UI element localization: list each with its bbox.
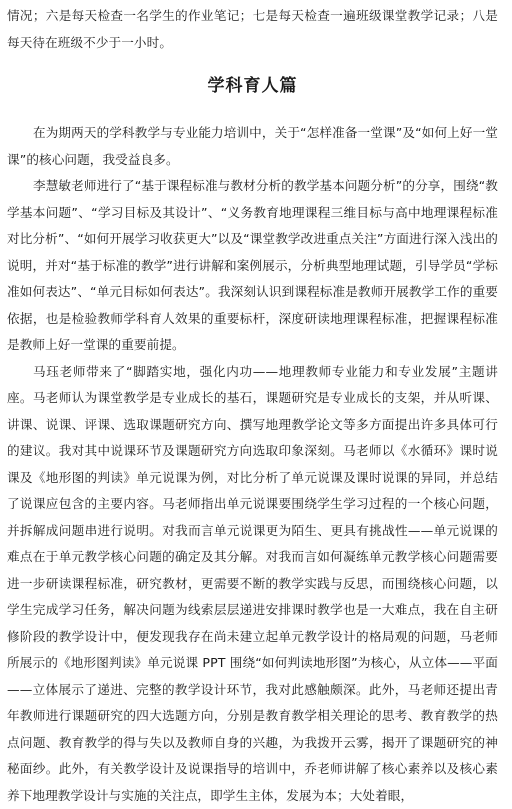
section-title: 学科育人篇 xyxy=(7,72,498,100)
body-paragraph-2: 李慧敏老师进行了“基于课程标准与教材分析的教学基本问题分析”的分享，围绕“教学基本问题”、“学习目标及其设计”、“义务教育地理课程三维目标与高中地理课程标准对比分析”、“如何开展学习收获更大”以及“课堂教学改进重点关注”方面进行深入浅出的说明，并对“基于标准的教学”进行讲解和案例展示，分析典型地理试题，引导学员“学标准如何表达”、“单元目标如何表达”。我深刻认识到课程标准是教师开展教学工作的重要依据，也是检验教师学科育人效果的重要标杆，深度研读地理课程标准，把握课程标准是教师上好一堂课的重要前提。 xyxy=(7,173,498,359)
intro-tail-paragraph: 情况；六是每天检查一名学生的作业笔记；七是每天检查一遍班级课堂教学记录；八是每天待在班级不少于一小时。 xyxy=(7,3,498,56)
body-paragraph-3: 马珏老师带来了“脚踏实地，强化内功——地理教师专业能力和专业发展”主题讲座。马老师认为课堂教学是专业成长的基石，课题研究是专业成长的支架，并从听课、讲课、说课、评课、选取课题研究方向、撰写地理教学论文等多方面提出许多具体可行的建议。我对其中说课环节及课题研究方向选取印象深刻。马老师以《水循环》课时说课及《地形图的判读》单元说课为例，对比分析了单元说课及课时说课的异同，并总结了说课应包含的主要内容。马老师指出单元说课要围绕学生学习过程的一个核心问题，并拆解成问题串进行说明。对我而言单元说课更为陌生、更具有挑战性——单元说课的难点在于单元教学核心问题的确定及其分解。对我而言如何凝练单元教学核心问题需要进一步研读课程标准，研究教材，更需要不断的教学实践与反思，而围绕核心问题，以学生完成学习任务，解决问题为线索层层递进安排课时教学也是一大难点，我在自主研修阶段的教学设计中，便发现我存在尚未建立起单元教学设计的格局观的问题，马老师所展示的《地形图判读》单元说课 PPT 围绕“如何判读地形图”为核心，从立体——平面——立体展示了递进、完整的教学设计环节，我对此感触颇深。此外，马老师还提出青年教师进行课题研究的四大选题方向，分别是教育教学相关理论的思考、教育教学的热点问题、教育教学的得与失以及教师自身的兴趣，为我拨开云雾，揭开了课题研究的神秘面纱。此外，有关教学设计及说课指导的培训中，乔老师讲解了核心素养以及核心素养下地理教学设计与实施的关注点，即学生主体，发展为本；大处着眼， xyxy=(7,359,498,809)
body-paragraph-1: 在为期两天的学科教学与专业能力培训中，关于“怎样准备一堂课”及“如何上好一堂课”的核心问题，我受益良多。 xyxy=(7,120,498,173)
